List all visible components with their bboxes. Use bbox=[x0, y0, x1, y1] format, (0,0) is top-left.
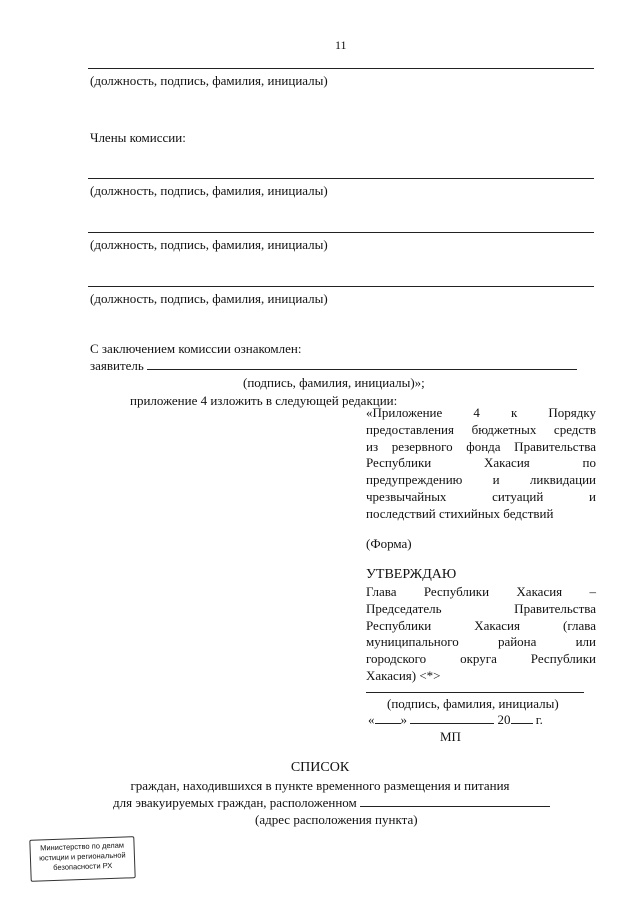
appendix-line: предоставления бюджетных средств bbox=[366, 421, 596, 437]
amendment-text: приложение 4 изложить в следующей редакции: bbox=[130, 393, 398, 408]
stamp-line: юстиции и региональной bbox=[38, 850, 126, 863]
form-label: (Форма) bbox=[366, 536, 412, 551]
approve-line: Глава Республики Хакасия – bbox=[366, 584, 596, 599]
signature-caption: (должность, подпись, фамилия, инициалы) bbox=[90, 73, 328, 88]
signature-line bbox=[88, 232, 594, 233]
applicant-signature-line bbox=[147, 358, 577, 370]
appendix-line: «Приложение 4 к Порядку bbox=[366, 405, 596, 420]
approve-signature-caption: (подпись, фамилия, инициалы) bbox=[387, 696, 559, 711]
signature-caption: (должность, подпись, фамилия, инициалы) bbox=[90, 237, 328, 252]
date-month-blank bbox=[410, 712, 494, 724]
approve-line: муниципального района или bbox=[366, 634, 596, 650]
approve-label: УТВЕРЖДАЮ bbox=[366, 567, 457, 582]
date-day-blank bbox=[375, 712, 401, 724]
stamp-line: безопасности РХ bbox=[53, 860, 113, 873]
date-close-quote: » bbox=[400, 712, 407, 727]
applicant-label: заявитель bbox=[90, 358, 144, 373]
approve-line: Председатель Правительства bbox=[366, 600, 596, 616]
appendix-line: чрезвычайных ситуаций и bbox=[366, 488, 596, 504]
date-open-quote: « bbox=[368, 712, 375, 727]
date-year-suffix: г. bbox=[535, 712, 543, 727]
address-blank-line bbox=[360, 795, 550, 807]
applicant-caption: (подпись, фамилия, инициалы)»; bbox=[243, 375, 425, 390]
list-subtitle-location: для эвакуируемых граждан, расположенном bbox=[113, 795, 357, 810]
appendix-header bbox=[366, 405, 596, 523]
stamp-line: Министерство по делам bbox=[39, 840, 125, 853]
approve-signature-line bbox=[366, 692, 584, 693]
signature-caption: (должность, подпись, фамилия, инициалы) bbox=[90, 291, 328, 306]
approve-body bbox=[366, 584, 596, 685]
list-address-caption: (адрес расположения пункта) bbox=[255, 812, 418, 827]
appendix-line: последствий стихийных бедствий bbox=[366, 505, 554, 521]
appendix-line: Республики Хакасия по bbox=[366, 455, 596, 471]
approve-line: Республики Хакасия (глава bbox=[366, 617, 596, 633]
page-number: 11 bbox=[335, 38, 347, 52]
date-year-prefix: 20 bbox=[497, 712, 511, 727]
list-subtitle: граждан, находившихся в пункте временного размещения и питания bbox=[130, 778, 510, 793]
signature-caption: (должность, подпись, фамилия, инициалы) bbox=[90, 183, 328, 198]
approve-line: Хакасия) <*> bbox=[366, 667, 441, 683]
commission-members-label: Члены комиссии: bbox=[90, 130, 186, 145]
appendix-line: предупреждению и ликвидации bbox=[366, 472, 596, 488]
approve-line: городского округа Республики bbox=[366, 651, 596, 667]
signature-line bbox=[88, 178, 594, 179]
acquainted-text: С заключением комиссии ознакомлен: bbox=[90, 341, 302, 356]
appendix-line: из резервного фонда Правительства bbox=[366, 438, 596, 454]
date-year-blank bbox=[511, 712, 533, 724]
registration-stamp bbox=[29, 836, 135, 882]
approve-date-row bbox=[368, 712, 543, 728]
signature-line bbox=[88, 286, 594, 287]
list-location-row bbox=[113, 795, 550, 811]
list-title: СПИСОК bbox=[290, 760, 350, 775]
applicant-row bbox=[90, 358, 577, 374]
seal-label: МП bbox=[440, 729, 461, 744]
signature-line bbox=[88, 68, 594, 69]
